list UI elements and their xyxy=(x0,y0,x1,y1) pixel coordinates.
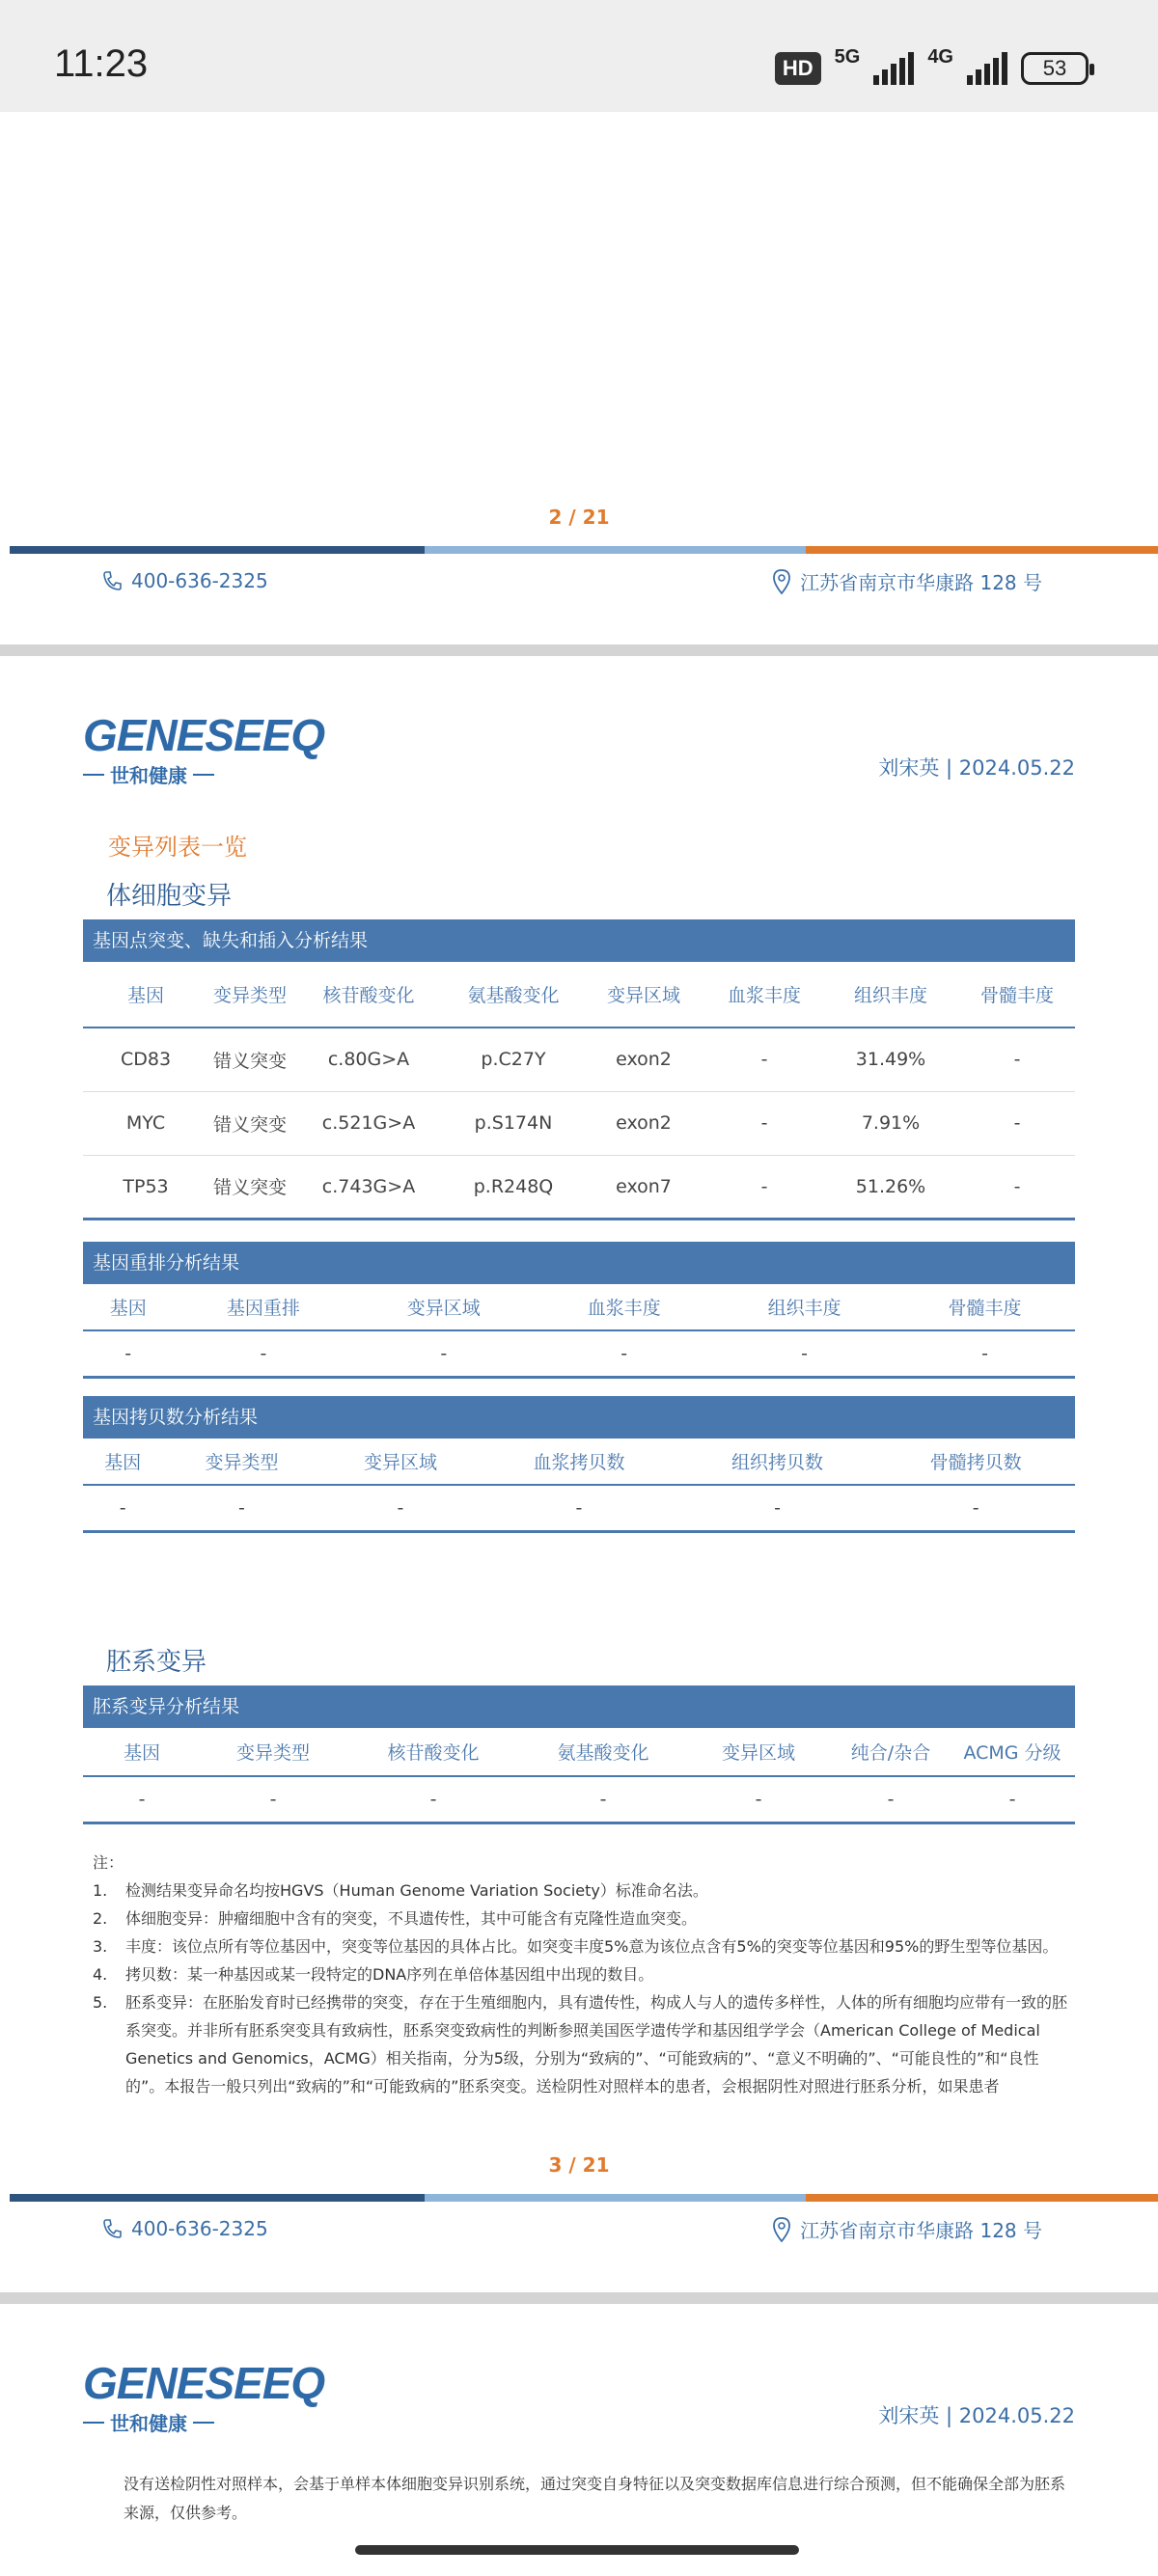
col-header: 变异类型 xyxy=(201,1728,345,1776)
logo-text-cn: 世和健康 xyxy=(110,2412,187,2435)
germline-table-title: 胚系变异分析结果 xyxy=(83,1685,1075,1728)
table-cell: - xyxy=(83,1485,162,1531)
col-header: 核苷酸变化 xyxy=(291,962,446,1028)
table-cell: - xyxy=(950,1776,1075,1822)
table-header-row xyxy=(83,1439,1075,1485)
cnv-table xyxy=(83,1439,1075,1533)
table-cell: CD83 xyxy=(83,1028,208,1091)
network-4g-label: 4G xyxy=(927,46,953,68)
table-cell: 51.26% xyxy=(822,1155,959,1219)
col-header: 基因 xyxy=(83,1728,201,1776)
phone-number: 400-636-2325 xyxy=(131,569,268,592)
logo-text-cn: 世和健康 xyxy=(110,764,187,787)
snv-table-title: 基因点突变、缺失和插入分析结果 xyxy=(83,919,1075,962)
table-cell: 7.91% xyxy=(822,1091,959,1155)
table-cell: - xyxy=(706,1155,822,1219)
table-cell: - xyxy=(201,1776,345,1822)
table-cell: - xyxy=(480,1485,678,1531)
col-header: 血浆拷贝数 xyxy=(480,1439,678,1485)
signal-5g-icon xyxy=(873,52,914,85)
page-number: 2 / 21 xyxy=(548,506,610,529)
footer-divider xyxy=(10,546,1158,554)
somatic-section-title: 体细胞变异 xyxy=(106,882,233,911)
page-gap xyxy=(0,2292,1158,2304)
page-number: 3 / 21 xyxy=(548,2153,610,2177)
footer-address xyxy=(773,567,1042,595)
notes-label: 注： xyxy=(93,1853,124,1872)
col-header: 血浆丰度 xyxy=(706,962,822,1028)
table-cell: - xyxy=(173,1330,353,1377)
table-cell: p.C27Y xyxy=(446,1028,581,1091)
hd-icon: HD xyxy=(775,52,821,85)
table-row xyxy=(83,1028,1075,1091)
rearrangement-table xyxy=(83,1284,1075,1379)
col-header: 基因 xyxy=(83,1284,173,1330)
table-cell: - xyxy=(83,1776,201,1822)
signal-4g-icon xyxy=(967,52,1007,85)
table-row xyxy=(83,1485,1075,1531)
col-header: 变异区域 xyxy=(321,1439,480,1485)
notes-block xyxy=(93,1849,1077,2100)
col-header: 变异类型 xyxy=(208,962,291,1028)
cnv-table-title: 基因拷贝数分析结果 xyxy=(83,1396,1075,1439)
snv-table xyxy=(83,962,1075,1220)
phone-icon xyxy=(102,2218,122,2239)
list-item: 3. 丰度：该位点所有等位基因中，突变等位基因的具体占比。如突变丰度5%意为该位点含有5%的突变等位基因和95%的野生型等位基因。 xyxy=(93,1937,1059,1956)
table-cell: - xyxy=(959,1091,1075,1155)
table-cell: - xyxy=(876,1485,1075,1531)
table-row xyxy=(83,1091,1075,1155)
table-cell: - xyxy=(706,1091,822,1155)
table-cell: 错义突变 xyxy=(208,1028,291,1091)
table-cell: - xyxy=(162,1485,320,1531)
logo-text-en: GENESEEQ xyxy=(83,2358,325,2408)
table-header-row xyxy=(83,1284,1075,1330)
table-cell: 错义突变 xyxy=(208,1155,291,1219)
table-cell: exon7 xyxy=(581,1155,706,1219)
table-cell: c.521G>A xyxy=(291,1091,446,1155)
col-header: 组织丰度 xyxy=(822,962,959,1028)
table-cell: - xyxy=(706,1028,822,1091)
table-cell: - xyxy=(321,1485,480,1531)
germline-section-title: 胚系变异 xyxy=(106,1648,207,1677)
patient-info: 刘宋英 | 2024.05.22 xyxy=(878,756,1075,780)
footer-phone xyxy=(102,569,268,592)
table-header-row xyxy=(83,962,1075,1028)
logo-text-en: GENESEEQ xyxy=(83,710,325,760)
battery-icon: 53 xyxy=(1021,52,1089,85)
col-header: 变异类型 xyxy=(162,1439,320,1485)
status-time: 11:23 xyxy=(54,42,149,85)
status-icons xyxy=(775,46,1089,90)
network-5g-label: 5G xyxy=(834,46,861,68)
col-header: ACMG 分级 xyxy=(950,1728,1075,1776)
footer-phone xyxy=(102,2217,268,2240)
table-cell: c.743G>A xyxy=(291,1155,446,1219)
location-pin-icon xyxy=(773,2217,790,2242)
col-header: 氨基酸变化 xyxy=(446,962,581,1028)
table-cell: - xyxy=(83,1330,173,1377)
col-header: 变异区域 xyxy=(581,962,706,1028)
table-cell: 31.49% xyxy=(822,1028,959,1091)
footer-divider xyxy=(10,2194,1158,2202)
col-header: 骨髓丰度 xyxy=(959,962,1075,1028)
home-indicator[interactable] xyxy=(355,2545,799,2555)
col-header: 组织丰度 xyxy=(714,1284,895,1330)
geneseeq-logo xyxy=(83,710,325,788)
table-cell: - xyxy=(959,1028,1075,1091)
list-item: 5. 胚系变异：在胚胎发育时已经携带的突变，存在于生殖细胞内，具有遗传性，构成人与人的遗传多样性，人体的所有细胞均应带有一致的胚系突变。并非所有胚系突变具有致病性，胚系突变致病性的判断参照美国医学遗传学和基因组学学会（American College of Medical Genetics and Genomics，ACMG）相关指南，分为5级，分别为“致病的”、“可能致病的”、“意义不明确的”、“可能良性的”和“良性的”。本报告一般只列出“致病的”和“可能致病的”胚系突变。送检阴性对照样本的患者，会根据阴性对照进行胚系分析，如果患者 xyxy=(93,1993,1068,2096)
table-cell: c.80G>A xyxy=(291,1028,446,1091)
notes-list xyxy=(93,1877,1077,2100)
logo-text-cn-row xyxy=(83,760,237,788)
table-cell: - xyxy=(685,1776,832,1822)
table-cell: - xyxy=(353,1330,534,1377)
phone-icon xyxy=(102,570,122,591)
table-header-row xyxy=(83,1728,1075,1776)
col-header: 骨髓丰度 xyxy=(895,1284,1075,1330)
address-text: 江苏省南京市华康路 128 号 xyxy=(800,571,1042,594)
col-header: 氨基酸变化 xyxy=(521,1728,685,1776)
table-cell: - xyxy=(534,1330,714,1377)
table-cell: - xyxy=(895,1330,1075,1377)
footer-address xyxy=(773,2215,1042,2243)
table-cell: TP53 xyxy=(83,1155,208,1219)
address-text: 江苏省南京市华康路 128 号 xyxy=(800,2219,1042,2242)
geneseeq-logo xyxy=(83,2358,325,2436)
list-item: 1. 检测结果变异命名均按HGVS（Human Genome Variation Society）标准命名法。 xyxy=(93,1881,708,1900)
page-gap xyxy=(0,644,1158,656)
col-header: 核苷酸变化 xyxy=(345,1728,521,1776)
table-cell: MYC xyxy=(83,1091,208,1155)
table-cell: 错义突变 xyxy=(208,1091,291,1155)
logo-text-cn-row xyxy=(83,2408,237,2436)
table-cell: p.S174N xyxy=(446,1091,581,1155)
table-cell: - xyxy=(959,1155,1075,1219)
col-header: 变异区域 xyxy=(685,1728,832,1776)
col-header: 基因重排 xyxy=(173,1284,353,1330)
col-header: 基因 xyxy=(83,962,208,1028)
table-cell: p.R248Q xyxy=(446,1155,581,1219)
patient-info: 刘宋英 | 2024.05.22 xyxy=(878,2404,1075,2427)
table-cell: - xyxy=(345,1776,521,1822)
status-bar xyxy=(0,0,1158,112)
table-row xyxy=(83,1155,1075,1219)
germline-table xyxy=(83,1728,1075,1824)
col-header: 血浆丰度 xyxy=(534,1284,714,1330)
table-row xyxy=(83,1330,1075,1377)
table-row xyxy=(83,1776,1075,1822)
list-item: 2. 体细胞变异：肿瘤细胞中含有的突变，不具遗传性，其中可能含有克隆性造血突变。 xyxy=(93,1909,698,1928)
location-pin-icon xyxy=(773,569,790,594)
page4-paragraph: 没有送检阴性对照样本，会基于单样本体细胞变异识别系统，通过突变自身特征以及突变数据库信息进行综合预测，但不能确保全部为胚系来源，仅供参考。 xyxy=(124,2475,1066,2522)
col-header: 纯合/杂合 xyxy=(832,1728,950,1776)
col-header: 基因 xyxy=(83,1439,162,1485)
table-cell: - xyxy=(714,1330,895,1377)
col-header: 组织拷贝数 xyxy=(678,1439,877,1485)
table-cell: - xyxy=(832,1776,950,1822)
table-cell: - xyxy=(521,1776,685,1822)
table-cell: - xyxy=(678,1485,877,1531)
rearrangement-table-title: 基因重排分析结果 xyxy=(83,1242,1075,1284)
table-cell: exon2 xyxy=(581,1091,706,1155)
list-item: 4. 拷贝数：某一种基因或某一段特定的DNA序列在单倍体基因组中出现的数目。 xyxy=(93,1965,654,1984)
table-cell: exon2 xyxy=(581,1028,706,1091)
col-header: 骨髓拷贝数 xyxy=(876,1439,1075,1485)
col-header: 变异区域 xyxy=(353,1284,534,1330)
variant-list-title: 变异列表一览 xyxy=(108,834,247,861)
phone-number: 400-636-2325 xyxy=(131,2217,268,2240)
